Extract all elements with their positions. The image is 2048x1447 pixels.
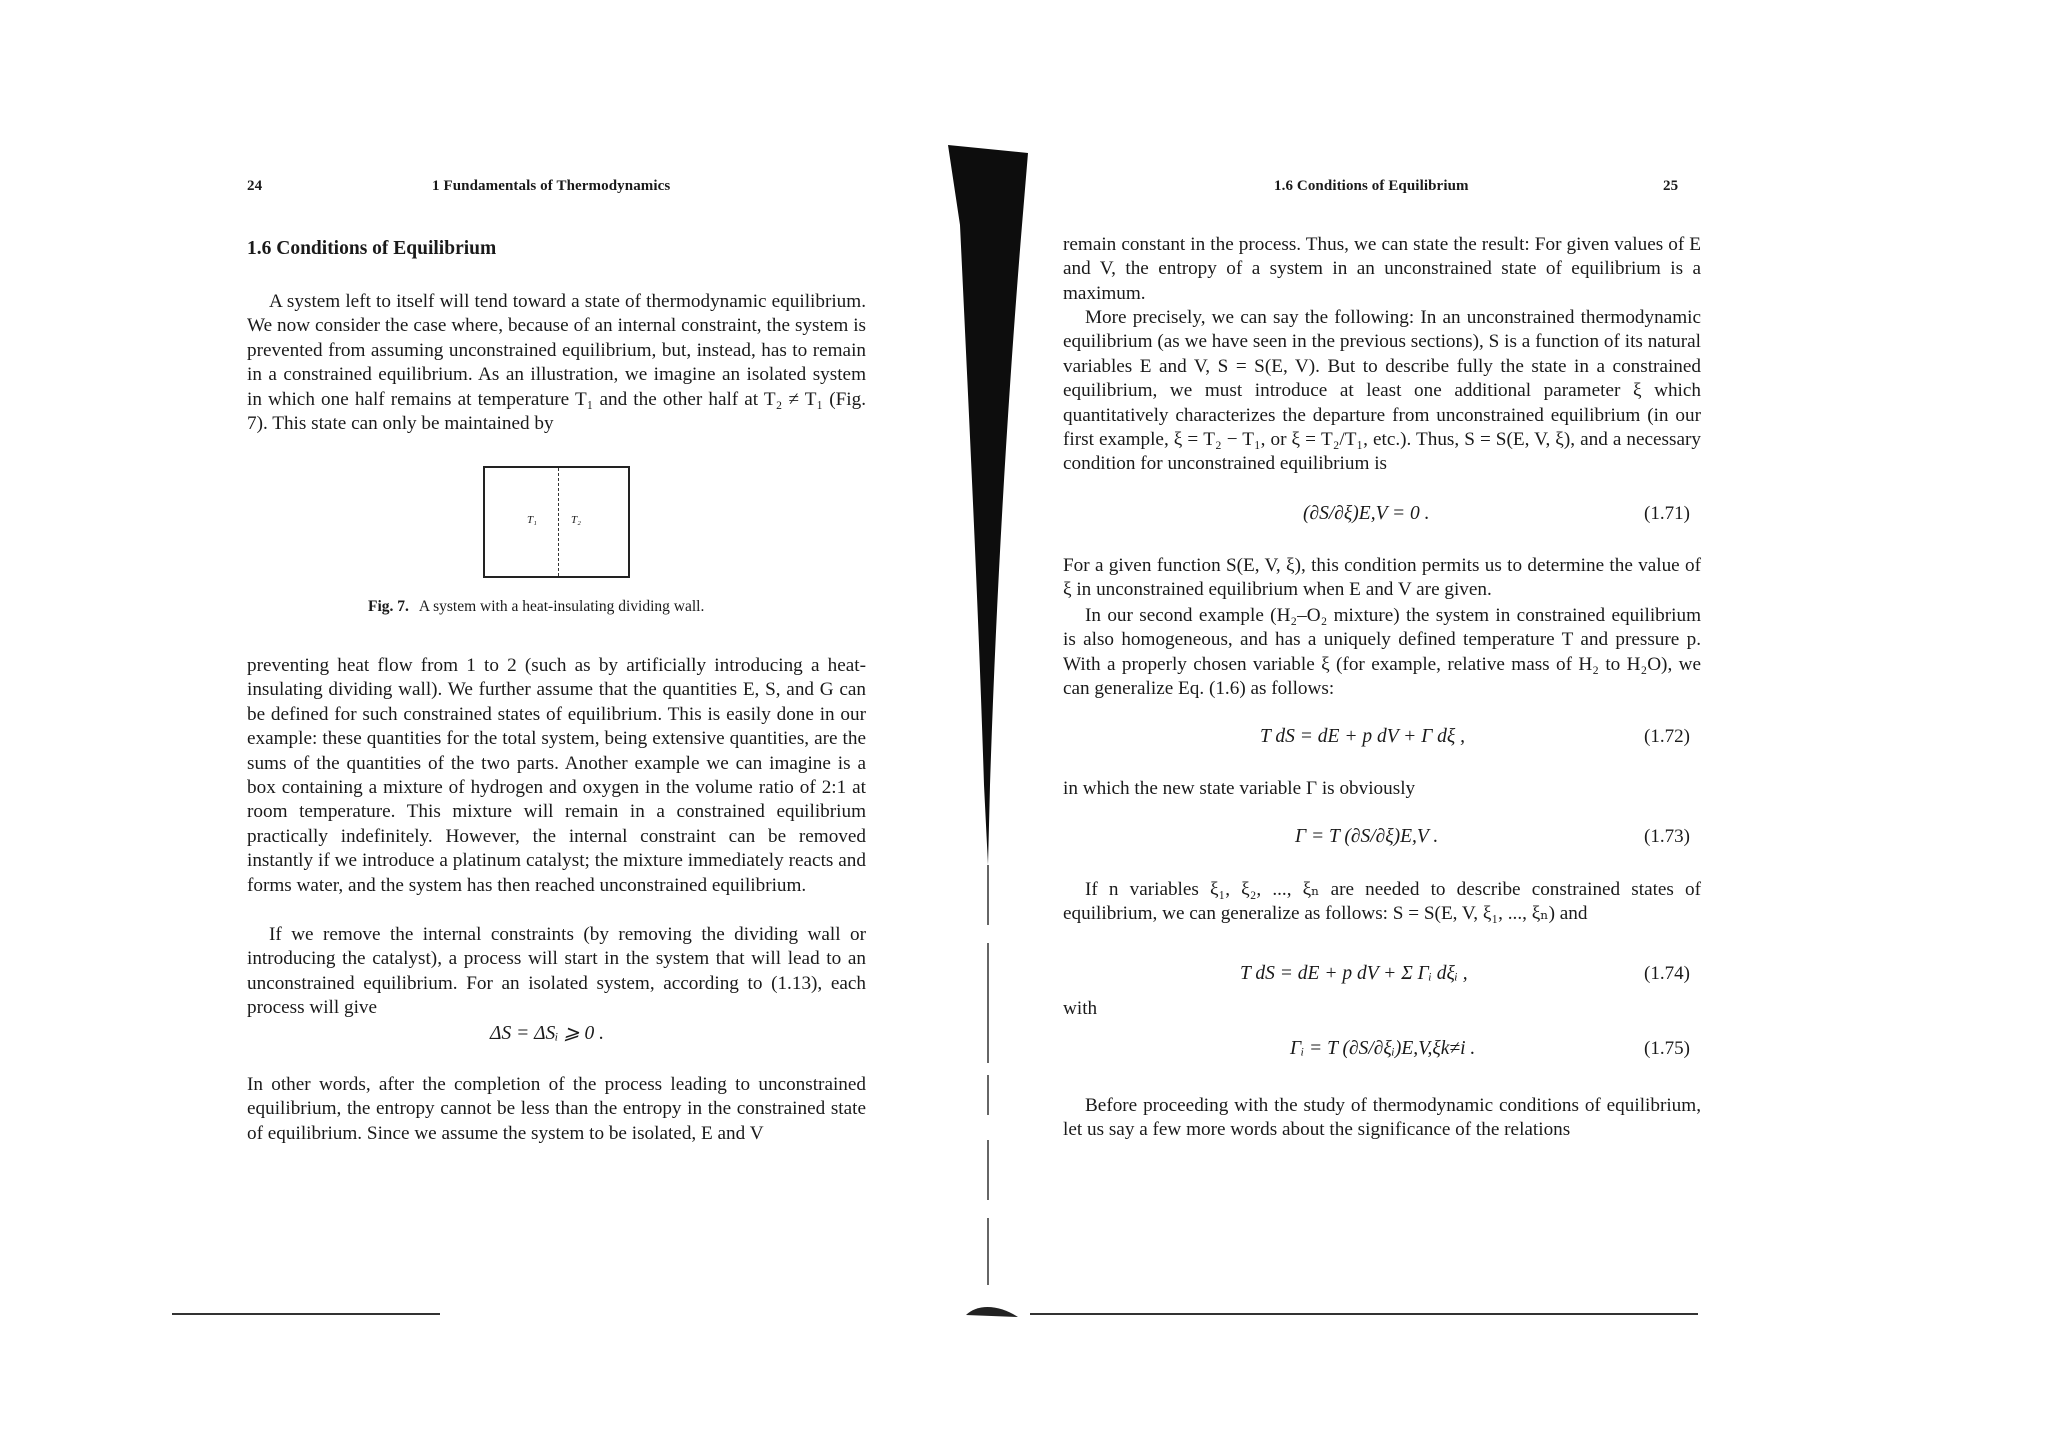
equation-1-75: Γᵢ = T (∂S/∂ξᵢ)E,V,ξk≠i . [1290, 1038, 1476, 1059]
page-bottom-rule [1030, 1313, 1698, 1315]
paragraph: If we remove the internal constraints (by removing the dividing wall or introducing the catalyst), a process will start in the system that will lead to an unconstrained equilibrium. For an isolated system, according to (1.13), each process will give [247, 924, 866, 1019]
equation-1-72: T dS = dE + p dV + Γ dξ , [1260, 726, 1466, 747]
paragraph: In other words, after the completion of the process leading to unconstrained equilibrium, the entropy cannot be less than the entropy in the constrained state of equilibrium. Since we assume the system to be isolated, E and V [247, 1074, 866, 1144]
page-number: 24 [247, 178, 263, 194]
figure-caption [368, 598, 704, 616]
paragraph: For a given function S(E, V, ξ), this condition permits us to determine the value of ξ in unconstrained equilibrium when E and V are given. [1063, 555, 1701, 601]
equation-delta-s: ΔS = ΔSᵢ ⩾ 0 . [490, 1023, 604, 1044]
paragraph: in which the new state variable Γ is obviously [1063, 778, 1416, 799]
right-page [1030, 0, 2048, 1447]
with-label: with [1063, 998, 1098, 1019]
figure-caption-text: A system with a heat-insulating dividing wall. [418, 598, 705, 615]
paragraph: In our second example (H₂–O₂ mixture) the system in constrained equilibrium is also homogeneous, and has a uniquely defined temperature T and pressure p. With a properly chosen variable ξ (for example, relative mass of H₂ to H₂O), we can generalize Eq. (1.6) as follows: [1063, 605, 1701, 700]
section-title: 1.6 Conditions of Equilibrium [247, 238, 497, 259]
paragraph: Before proceeding with the study of thermodynamic conditions of equilibrium, let us say a few more words about the significance of the relations [1063, 1095, 1701, 1141]
equation-1-73: Γ = T (∂S/∂ξ)E,V . [1295, 826, 1439, 847]
page-bottom-rule [172, 1313, 440, 1315]
paragraph: preventing heat flow from 1 to 2 (such as by artificially introducing a heat-insulating dividing wall). We further assume that the quantities E, S, and G can be defined for such constrained states of equilibrium. This is easily done in our example: these quantities for the total system, being extensive quantities, are the sums of the quantities of the two parts. Another example we can imagine is a box containing a mixture of hydrogen and oxygen in the volume ratio of 2:1 at room temperature. This mixture will remain in a constrained equilibrium practically indefinitely. However, the internal constraint can be removed instantly if we introduce a platinum catalyst; the mixture immediately reacts and forms water, and the system has then reached unconstrained equilibrium. [247, 655, 866, 896]
equation-number: (1.72) [1644, 726, 1690, 747]
paragraph: A system left to itself will tend toward a state of thermodynamic equilibrium. We now consider the case where, because of an internal constraint, the system is prevented from assuming unconstrained equilibrium, but, instead, has to remain in a constrained equilibrium. As an illustration, we imagine an isolated system in which one half remains at temperature T₁ and the other half at T₂ ≠ T₁ (Fig. 7). This state can only be maintained by [247, 291, 866, 435]
running-head: 1 Fundamentals of Thermodynamics [432, 178, 671, 194]
paragraph: If n variables ξ₁, ξ₂, ..., ξₙ are needed to describe constrained states of equilibrium, we can generalize as follows: S = S(E, V, ξ₁, ..., ξₙ) and [1063, 879, 1701, 925]
equation-number: (1.74) [1644, 963, 1690, 984]
figure-7-diagram [483, 466, 630, 578]
equation-number: (1.73) [1644, 826, 1690, 847]
figure-label-t1: T₁ [527, 514, 537, 526]
equation-1-74: T dS = dE + p dV + Σ Γᵢ dξᵢ , [1240, 963, 1468, 984]
equation-1-71: (∂S/∂ξ)E,V = 0 . [1303, 503, 1430, 524]
equation-number: (1.75) [1644, 1038, 1690, 1059]
running-head: 1.6 Conditions of Equilibrium [1274, 178, 1469, 194]
paragraph: remain constant in the process. Thus, we can state the result: For given values of E and V, the entropy of a system in an unconstrained state of equilibrium is a maximum. [1063, 234, 1701, 304]
dividing-wall [558, 468, 559, 576]
binding-shadow [948, 145, 1028, 1325]
equation-number: (1.71) [1644, 503, 1690, 524]
paragraph: More precisely, we can say the following: In an unconstrained thermodynamic equilibrium (as we have seen in the previous sections), S is a function of its natural variables E and V, S = S(E, V). But to describe fully the state in a constrained equilibrium, we must introduce at least one additional parameter ξ which quantitatively characterizes the departure from unconstrained equilibrium (in our first example, ξ = T₂ − T₁, or ξ = T₂/T₁, etc.). Thus, S = S(E, V, ξ), and a necessary condition for unconstrained equilibrium is [1063, 307, 1701, 475]
figure-label-t2: T₂ [571, 514, 581, 526]
figure-caption-label: Fig. 7. [368, 598, 409, 615]
page-number: 25 [1663, 178, 1679, 194]
left-page [0, 0, 900, 1447]
